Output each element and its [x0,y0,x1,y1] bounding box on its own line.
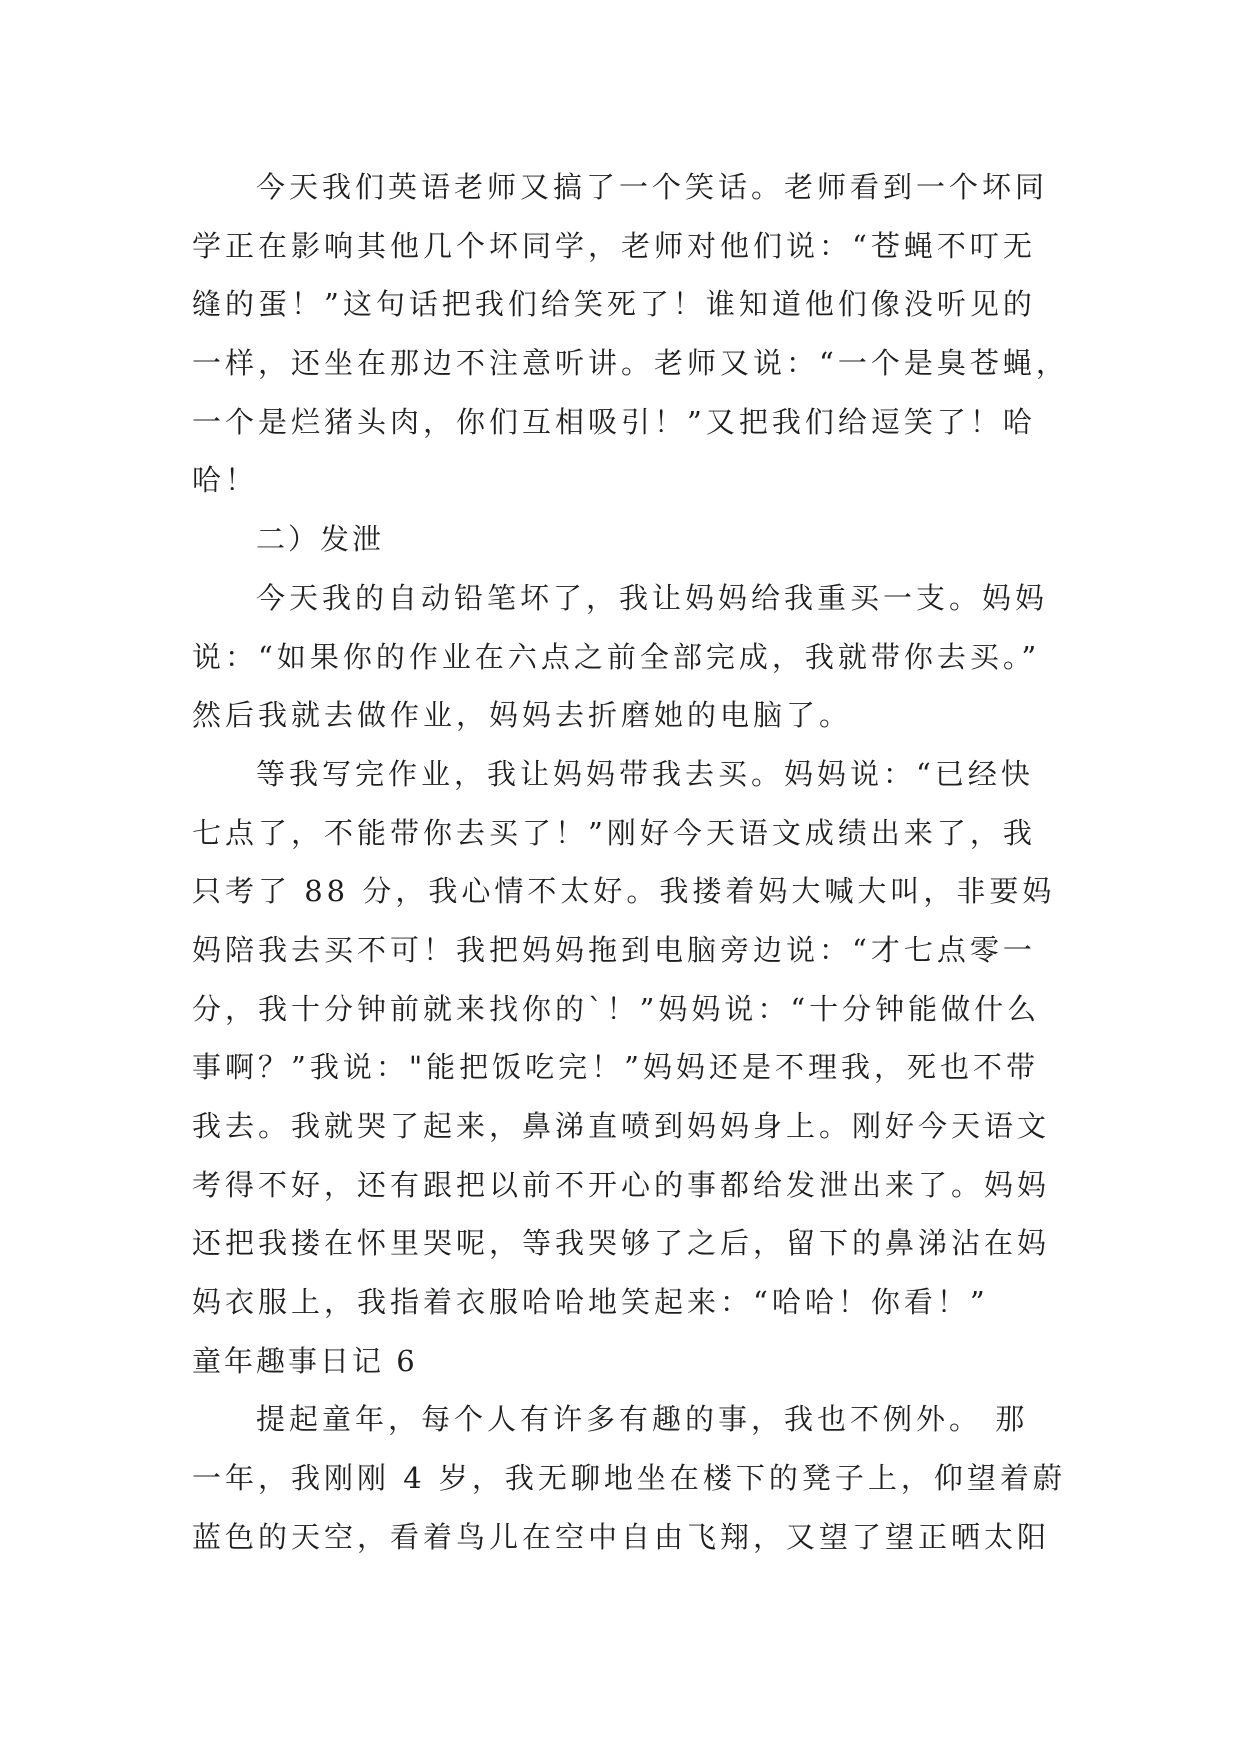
paragraph-line: 妈衣服上，我指着衣服哈哈地笑起来：“哈哈！你看！” [192,1285,989,1320]
paragraph-line: 缝的蛋！”这句话把我们给笑死了！谁知道他们像没听见的 [192,287,1036,322]
paragraph-line: 学正在影响其他几个坏同学，老师对他们说：“苍蝇不叮无 [192,228,1036,263]
paragraph-line: 分，我十分钟前就来找你的`！”妈妈说：“十分钟能做什么 [192,991,1041,1026]
paragraph-line: 说：“如果你的作业在六点之前全部完成，我就带你去买。” [192,639,1041,674]
paragraph-line: 哈！ [192,463,259,498]
paragraph-line: 蓝色的天空，看着鸟儿在空中自由飞翔，又望了望正晒太阳 [192,1519,1051,1554]
paragraph-line: 妈陪我去买不可！我把妈妈拖到电脑旁边说：“才七点零一 [192,932,1036,967]
paragraph-line: 一年，我刚刚 4 岁，我无聊地坐在楼下的凳子上，仰望着蔚 [192,1461,1066,1496]
paragraph-line: 事啊？”我说："能把饭吃完！”妈妈还是不理我，死也不带 [192,1050,1039,1085]
paragraph-line: 我去。我就哭了起来，鼻涕直喷到妈妈身上。刚好今天语文 [192,1109,1051,1143]
section-heading: 二）发泄 [256,522,385,557]
paragraph-line: 只考了 88 分，我心情不太好。我搂着妈大喊大叫，非要妈 [192,874,1056,909]
paragraph-line: 然后我就去做作业，妈妈去折磨她的电脑了。 [192,698,853,733]
paragraph-line: 还把我搂在怀里哭呢，等我哭够了之后，留下的鼻涕沾在妈 [192,1226,1051,1261]
paragraph-line: 一样，还坐在那边不注意听讲。老师又说：“一个是臭苍蝇， [192,346,1069,381]
paragraph-line: 一个是烂猪头肉，你们互相吸引！”又把我们给逗笑了！哈 [192,404,1036,439]
paragraph-line: 今天我的自动铅笔坏了，我让妈妈给我重买一支。妈妈 [256,580,1049,615]
paragraph-line: 今天我们英语老师又搞了一个笑话。老师看到一个坏同 [256,170,1049,204]
diary-title: 童年趣事日记 6 [192,1343,418,1378]
paragraph-line: 提起童年，每个人有许多有趣的事，我也不例外。 那 [256,1402,1029,1437]
paragraph-line: 七点了，不能带你去买了！”刚好今天语文成绩出来了，我 [192,815,1036,850]
paragraph-line: 等我写完作业，我让妈妈带我去买。妈妈说：“已经快 [256,756,1034,791]
paragraph-line: 考得不好，还有跟把以前不开心的事都给发泄出来了。妈妈 [192,1167,1051,1202]
document-body [192,158,1069,1567]
